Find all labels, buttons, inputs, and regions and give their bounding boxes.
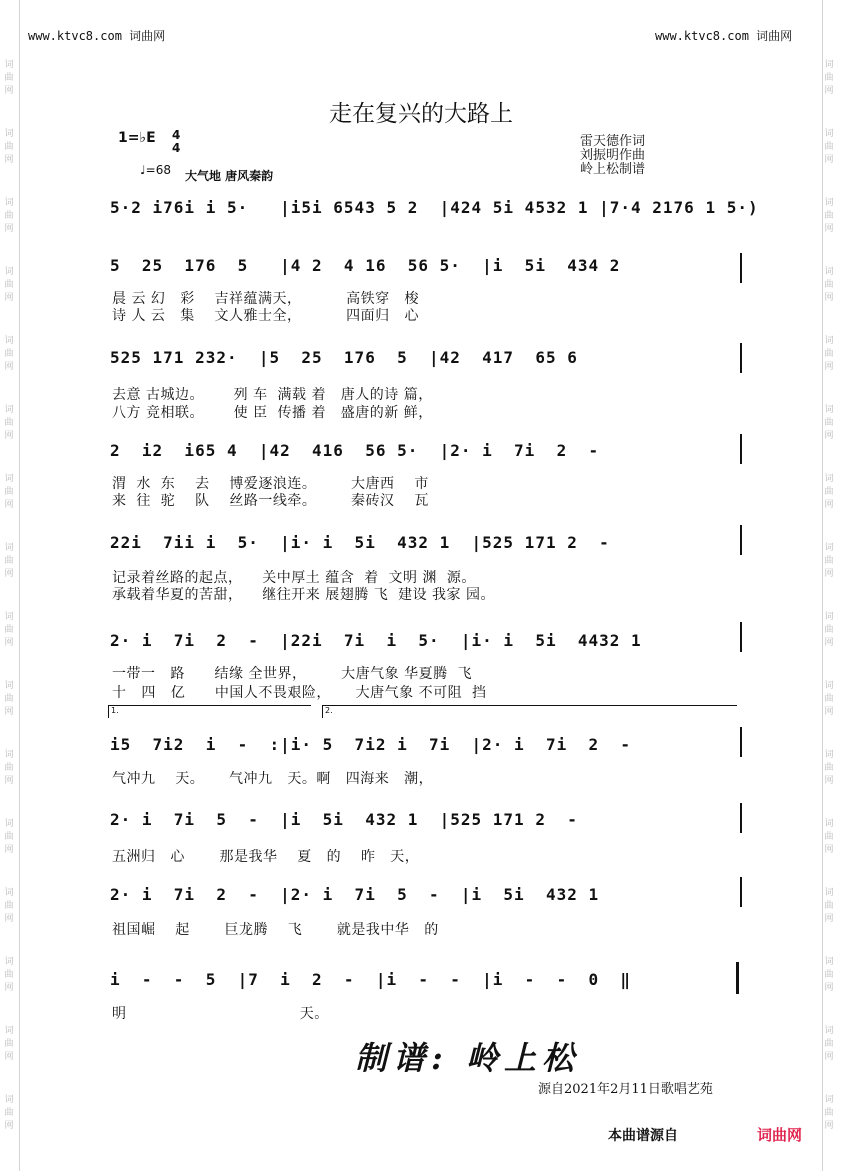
watermark-glyph: 网 — [4, 431, 14, 441]
watermark-glyph: 曲 — [4, 556, 14, 566]
bar-line — [740, 253, 742, 283]
lyric-row-2-verse-1: 晨 云 幻 彩 吉祥蕴满天， 高铁穿 梭 — [112, 291, 419, 307]
watermark-glyph: 词 — [4, 474, 14, 484]
watermark-glyph: 曲 — [4, 625, 14, 635]
notation-row-9: 2· i 7i 2 - |2· i 7i 5 - |i 5i 432 1 — [110, 885, 600, 904]
right-border-line — [822, 0, 823, 1171]
watermark-glyph: 曲 — [824, 211, 834, 221]
watermark-glyph: 曲 — [824, 625, 834, 635]
watermark-glyph: 曲 — [824, 763, 834, 773]
watermark-glyph: 曲 — [4, 280, 14, 290]
lyric-row-4-verse-1: 渭 水 东 去 博爱逐浪连。 大唐西 市 — [112, 476, 429, 492]
watermark-glyph: 词 — [4, 888, 14, 898]
source-note: 源自2021年2月11日歌唱艺苑 — [538, 1082, 713, 1097]
notation-row-5: 22i 7ii i 5· |i· i 5i 432 1 |525 171 2 - — [110, 533, 610, 552]
lyric-row-3-verse-1: 去意 古城边。 列 车 满载 着 唐人的诗 篇， — [112, 387, 433, 403]
tempo-marking: ♩=68 — [140, 163, 171, 177]
watermark-glyph: 曲 — [4, 970, 14, 980]
watermark-glyph: 曲 — [824, 832, 834, 842]
watermark-glyph: 曲 — [824, 970, 834, 980]
watermark-glyph: 网 — [4, 569, 14, 579]
watermark-glyph: 曲 — [4, 142, 14, 152]
bar-line — [740, 877, 742, 907]
lyric-row-6-verse-2: 十 四 亿 中国人不畏艰险， 大唐气象 不可阻 挡 — [112, 685, 487, 701]
watermark-glyph: 词 — [824, 888, 834, 898]
watermark-glyph: 网 — [4, 707, 14, 717]
notation-row-2: 5 25 176 5 |4 2 4 16 56 5· |i 5i 434 2 — [110, 256, 621, 275]
watermark-glyph: 曲 — [4, 1108, 14, 1118]
watermark-glyph: 曲 — [824, 349, 834, 359]
lyric-row-7: 气冲九 天。 气冲九 天。啊 四海来 潮， — [112, 771, 434, 787]
watermark-glyph: 词 — [824, 474, 834, 484]
watermark-glyph: 网 — [4, 914, 14, 924]
time-signature-top: 4 — [172, 128, 181, 142]
watermark-glyph: 词 — [4, 405, 14, 415]
watermark-glyph: 词 — [824, 1026, 834, 1036]
watermark-glyph: 词 — [824, 681, 834, 691]
lyric-row-5-verse-2: 承载着华夏的苦甜， 继往开来 展翅腾 飞 建设 我家 园。 — [112, 587, 496, 603]
watermark-glyph: 曲 — [824, 487, 834, 497]
lyric-row-5-verse-1: 记录着丝路的起点， 关中厚土 蕴含 着 文明 渊 源。 — [112, 570, 476, 586]
watermark-glyph: 词 — [824, 750, 834, 760]
time-signature-bottom: 4 — [172, 141, 181, 155]
watermark-glyph: 词 — [824, 60, 834, 70]
bar-line — [740, 525, 742, 555]
watermark-glyph: 网 — [4, 1052, 14, 1062]
watermark-glyph: 词 — [4, 267, 14, 277]
watermark-glyph: 网 — [824, 293, 834, 303]
bar-line — [740, 803, 742, 833]
volta-second-ending: 2. — [322, 705, 737, 718]
bar-line — [740, 434, 742, 464]
watermark-glyph: 网 — [824, 431, 834, 441]
notation-row-3: 525 171 232· |5 25 176 5 |42 417 65 6 — [110, 348, 578, 367]
watermark-glyph: 词 — [4, 819, 14, 829]
watermark-glyph: 曲 — [824, 73, 834, 83]
lyric-row-10: 明 天。 — [112, 1006, 329, 1022]
watermark-glyph: 词 — [4, 612, 14, 622]
watermark-glyph: 网 — [824, 638, 834, 648]
style-marking: 大气地 唐风秦韵 — [185, 169, 274, 183]
key-signature: 1=♭E — [118, 130, 156, 146]
watermark-glyph: 网 — [4, 293, 14, 303]
notation-row-8: 2· i 7i 5 - |i 5i 432 1 |525 171 2 - — [110, 810, 578, 829]
lyric-row-3-verse-2: 八方 竞相联。 使 臣 传播 着 盛唐的新 鲜， — [112, 405, 433, 421]
watermark-glyph: 词 — [4, 750, 14, 760]
footer-site-link[interactable]: 词曲网 — [757, 1126, 803, 1144]
watermark-glyph: 词 — [824, 336, 834, 346]
lyric-row-4-verse-2: 来 往 驼 队 丝路一线牵。 秦砖汉 瓦 — [112, 493, 429, 509]
notation-row-7: i5 7i2 i - :|i· 5 7i2 i 7i |2· i 7i 2 - — [110, 735, 632, 754]
bar-line — [740, 343, 742, 373]
watermark-glyph: 网 — [824, 1052, 834, 1062]
final-bar-line — [736, 962, 739, 994]
watermark-glyph: 网 — [4, 638, 14, 648]
watermark-glyph: 词 — [824, 612, 834, 622]
watermark-glyph: 网 — [824, 776, 834, 786]
watermark-glyph: 词 — [824, 405, 834, 415]
composer-credit: 刘振明作曲 — [580, 148, 646, 163]
watermark-glyph: 网 — [4, 362, 14, 372]
credits-block — [580, 135, 645, 177]
header-url-left[interactable]: www.ktvc8.com 词曲网 — [28, 29, 166, 43]
lyricist-credit: 雷天德作词 — [580, 134, 646, 149]
watermark-glyph: 网 — [824, 1121, 834, 1131]
watermark-glyph: 词 — [824, 129, 834, 139]
watermark-glyph: 网 — [4, 500, 14, 510]
watermark-glyph: 曲 — [4, 763, 14, 773]
watermark-glyph: 词 — [824, 198, 834, 208]
watermark-glyph: 曲 — [4, 349, 14, 359]
watermark-glyph: 曲 — [4, 211, 14, 221]
watermark-glyph: 曲 — [824, 280, 834, 290]
watermark-glyph: 网 — [4, 983, 14, 993]
watermark-glyph: 曲 — [824, 556, 834, 566]
watermark-glyph: 曲 — [824, 418, 834, 428]
watermark-glyph: 词 — [4, 681, 14, 691]
watermark-glyph: 网 — [824, 845, 834, 855]
watermark-glyph: 词 — [824, 819, 834, 829]
watermark-glyph: 网 — [824, 224, 834, 234]
watermark-glyph: 词 — [4, 129, 14, 139]
watermark-glyph: 词 — [4, 60, 14, 70]
watermark-glyph: 网 — [824, 155, 834, 165]
left-border-line — [19, 0, 20, 1171]
arranger-signature: 制谱: 岭上松 — [355, 1039, 580, 1077]
notation-row-4: 2 i2 i65 4 |42 416 56 5· |2· i 7i 2 - — [110, 441, 600, 460]
watermark-glyph: 曲 — [4, 694, 14, 704]
lyric-row-6-verse-1: 一带一 路 结缘 全世界， 大唐气象 华夏腾 飞 — [112, 666, 473, 682]
watermark-glyph: 曲 — [4, 418, 14, 428]
watermark-glyph: 词 — [824, 957, 834, 967]
time-signature — [172, 129, 180, 155]
notation-row-6: 2· i 7i 2 - |22i 7i i 5· |i· i 5i 4432 1 — [110, 631, 642, 650]
watermark-glyph: 词 — [824, 1095, 834, 1105]
watermark-glyph: 网 — [824, 569, 834, 579]
watermark-glyph: 词 — [4, 543, 14, 553]
watermark-glyph: 网 — [4, 1121, 14, 1131]
watermark-glyph: 网 — [4, 86, 14, 96]
watermark-glyph: 网 — [824, 707, 834, 717]
notation-row-1: 5·2 i76i i 5· |i5i 6543 5 2 |424 5i 4532 1 |7·4 2176 1 5·) — [110, 198, 759, 217]
footer-source-label: 本曲谱源自 — [608, 1128, 678, 1144]
watermark-glyph: 网 — [824, 362, 834, 372]
watermark-glyph: 网 — [4, 776, 14, 786]
watermark-glyph: 曲 — [4, 487, 14, 497]
right-watermark-strip — [820, 0, 842, 1171]
watermark-glyph: 词 — [4, 198, 14, 208]
watermark-glyph: 词 — [4, 1095, 14, 1105]
watermark-glyph: 词 — [824, 267, 834, 277]
watermark-glyph: 网 — [4, 155, 14, 165]
bar-line — [740, 727, 742, 757]
watermark-glyph: 网 — [4, 845, 14, 855]
watermark-glyph: 词 — [4, 957, 14, 967]
watermark-glyph: 曲 — [824, 1039, 834, 1049]
notation-row-10: i - - 5 |7 i 2 - |i - - |i - - 0 ‖ — [110, 970, 632, 989]
header-url-right[interactable]: www.ktvc8.com 词曲网 — [655, 29, 793, 43]
lyric-row-9: 祖国崛 起 巨龙腾 飞 就是我中华 的 — [112, 922, 439, 938]
watermark-glyph: 曲 — [4, 832, 14, 842]
watermark-glyph: 词 — [4, 1026, 14, 1036]
watermark-glyph: 网 — [824, 86, 834, 96]
watermark-glyph: 曲 — [4, 73, 14, 83]
watermark-glyph: 网 — [824, 500, 834, 510]
watermark-glyph: 曲 — [4, 1039, 14, 1049]
watermark-glyph: 词 — [4, 336, 14, 346]
watermark-glyph: 曲 — [824, 694, 834, 704]
watermark-glyph: 网 — [824, 983, 834, 993]
arranger-credit: 岭上松制谱 — [580, 162, 646, 177]
bar-line — [740, 622, 742, 652]
watermark-glyph: 曲 — [4, 901, 14, 911]
watermark-glyph: 网 — [4, 224, 14, 234]
watermark-glyph: 曲 — [824, 901, 834, 911]
watermark-glyph: 曲 — [824, 142, 834, 152]
watermark-glyph: 曲 — [824, 1108, 834, 1118]
watermark-glyph: 网 — [824, 914, 834, 924]
volta-first-ending: 1. — [108, 705, 311, 718]
song-title: 走在复兴的大路上 — [329, 101, 513, 127]
lyric-row-8: 五洲归 心 那是我华 夏 的 昨 天， — [112, 849, 420, 865]
left-watermark-strip — [0, 0, 22, 1171]
lyric-row-2-verse-2: 诗 人 云 集 文人雅士全， 四面归 心 — [112, 308, 419, 324]
watermark-glyph: 词 — [824, 543, 834, 553]
